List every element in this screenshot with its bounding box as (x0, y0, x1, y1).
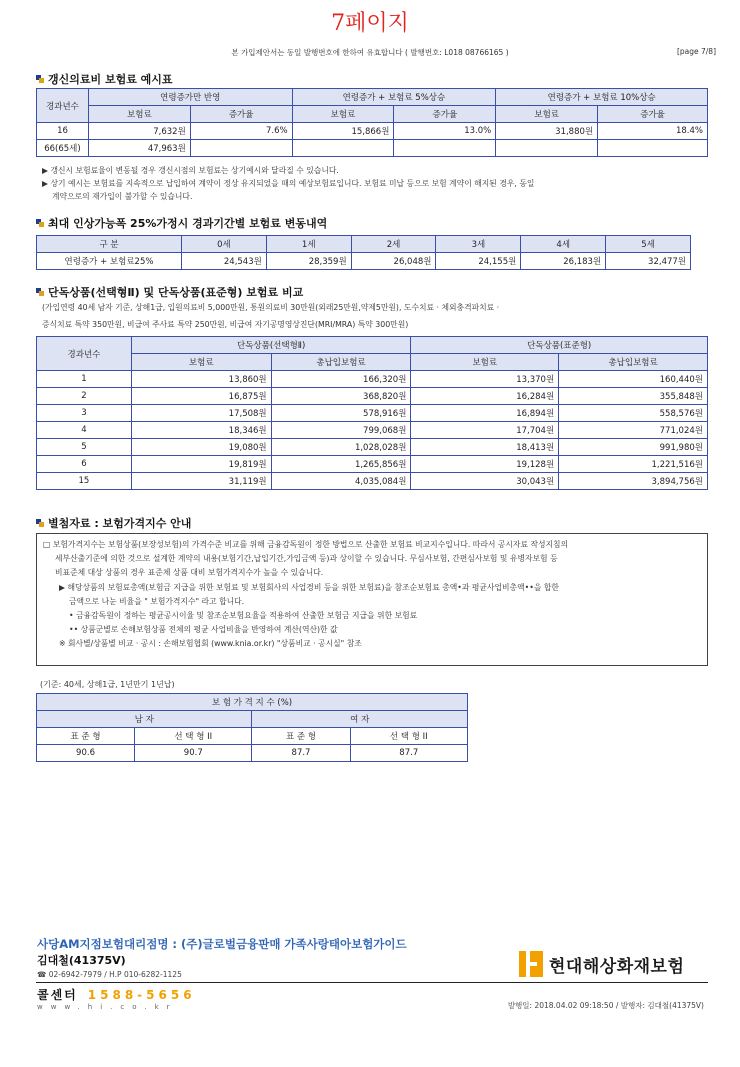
page-number: [page 7/8] (676, 47, 716, 56)
section-title-price-index: 별첨자료 : 보험가격지수 안내 (36, 515, 191, 531)
index-basis: (기준: 40세, 상해1급, 1년만기 1년납) (40, 680, 175, 689)
table-row: 66(65세) 47,963원 (37, 140, 708, 157)
renewal-premium-table (36, 88, 708, 157)
col-header-years: 경과년수 (37, 89, 89, 123)
col-header-years: 경과년수 (37, 337, 132, 371)
issue-info: 발행일: 2018.04.02 09:18:50 / 발행자: 김대철(41375V) (507, 1001, 704, 1010)
group-header: 연령증가 + 보험료 10%상승 (496, 89, 708, 106)
product-comparison-table: 경과년수 단독상품(선택형Ⅱ) 단독상품(표준형) 보험료 총납입보험료 보험료 총납입보험료 1 13,860원 166,320원 13,370원 160,440원 2 16,875원 368,820원 16,284원 355,848원 3 17,508원 578,916원 16,894원 558,576원 4 18,346원 799,068원 17,704원 771,024원 5 19,080원 1,028,028원 18,413원 991,980원 6 19,819원 1,265,856원 19,128원 1,221,516원 15 31,119원 4,035,084원 30,043원 3,894,756원 (36, 336, 708, 490)
footer-divider (36, 982, 708, 983)
page-title: 7페이지 (331, 11, 409, 36)
table-row: 15 31,119원 4,035,084원 30,043원 3,894,756원 (37, 473, 708, 490)
price-index-table: 보 험 가 격 지 수 (%) 남 자 여 자 표 준 형 선 택 형 II 표 준 형 선 택 형 II 90.6 90.7 87.7 87.7 (36, 693, 468, 762)
group-header: 단독상품(선택형Ⅱ) (131, 337, 411, 354)
section-title-product-comparison: 단독상품(선택형Ⅱ) 및 단독상품(표준형) 보험료 비교 (36, 284, 303, 300)
sub-header: 증가율 (394, 106, 496, 123)
table-row: 연령증가 + 보험료25% 24,543원 28,359원 26,048원 24,155원 26,183원 32,477원 (37, 253, 691, 270)
col-header-category: 구 분 (37, 236, 182, 253)
table-row: 16 7,632원 7.6% 15,866원 13.0% 31,880원 18.4% (37, 123, 708, 140)
table-row: 5 19,080원 1,028,028원 18,413원 991,980원 (37, 439, 708, 456)
sub-header: 증가율 (598, 106, 708, 123)
sub-header: 보험료 (496, 106, 598, 123)
agent-phone: ☎ 02-6942-7979 / H.P 010-6282-1125 (37, 970, 182, 979)
table-row: 1 13,860원 166,320원 13,370원 160,440원 (37, 371, 708, 388)
table-row: 6 19,819원 1,265,856원 19,128원 1,221,516원 (37, 456, 708, 473)
section-bullet-icon (36, 219, 44, 227)
female-header: 여 자 (252, 711, 468, 728)
section-title-max-increase: 최대 인상가능폭 25%가정시 경과기간별 보험료 변동내역 (36, 215, 327, 231)
group-header: 연령증가만 반영 (88, 89, 292, 106)
table-row: 4 18,346원 799,068원 17,704원 771,024원 (37, 422, 708, 439)
table-row: 2 16,875원 368,820원 16,284원 355,848원 (37, 388, 708, 405)
agent-name: 김대철(41375V) (37, 954, 126, 967)
company-logo: 현대해상화재보험 (519, 951, 684, 977)
section-bullet-icon (36, 288, 44, 296)
group-header: 연령증가 + 보험료 5%상승 (292, 89, 496, 106)
call-center: 콜센터 1588-5656 (37, 988, 196, 1002)
section-bullet-icon (36, 75, 44, 83)
hyundai-h-icon (519, 951, 543, 977)
sub-header: 증가율 (190, 106, 292, 123)
max-increase-table: 구 분 0세 1세 2세 3세 4세 5세 연령증가 + 보험료25% 24,543원 28,359원 26,048원 24,155원 26,183원 32,477원 (36, 235, 691, 270)
agency-name: 사당AM지점보험대리점명 : (주)글로벌금융판매 가족사랑태아보험가이드 (37, 937, 407, 951)
group-header: 단독상품(표준형) (411, 337, 708, 354)
table-row: 3 17,508원 578,916원 16,894원 558,576원 (37, 405, 708, 422)
validity-notice: 본 가입제안서는 동일 발행번호에 한하여 유효합니다 ( 발행번호: L018 08766165 ) (231, 48, 509, 57)
section-title-renewal-premium: 갱신의료비 보험료 예시표 (36, 71, 173, 87)
male-header: 남 자 (37, 711, 252, 728)
price-index-info-box: □ 보험가격지수는 보험상품(보장성보험)의 가격수준 비교를 위해 금융감독원이 정한 방법으로 산출한 보험료 비교지수입니다. 따라서 공시자료 작성지침의 세부산출기준에 의한 것으로 설계한 계약의 내용(보험기간,납입기간,가입금액 등)과 상이할 수 있습니다. 무심사보험, 간편심사보험 및 유병자보험 등 비표준체 대상 상품의 경우 표준체 상품 대비 보험가격지수가 높을 수 있습니다. ▶ 해당상품의 보험료총액(보험금 지급을 위한 보험료 및 보험회사의 사업경비 등을 위한 보험료)을 참조순보험료 총액•과 평균사업비총액••을 합한 금액으로 나눈 비율을 " 보험가격지수" 라고 합니다. • 금융감독원이 정하는 평균공시이율 및 참조순보험요율을 적용하여 산출한 보험금 지급을 위한 보험료 •• 상품군별로 손해보험상품 전체의 평균 사업비율을 반영하여 계산(역산)한 값 ※ 회사별/상품별 비교 · 공시 : 손해보험협회 (www.knia.or.kr) "상품비교 · 공시실" 참조 (36, 533, 708, 666)
sub-header: 보험료 (88, 106, 190, 123)
table-row: 90.6 90.7 87.7 87.7 (37, 745, 468, 762)
index-title: 보 험 가 격 지 수 (%) (37, 694, 468, 711)
section-bullet-icon (36, 519, 44, 527)
website: www.hi.co.kr (37, 1003, 178, 1011)
sub-header: 보험료 (292, 106, 394, 123)
renewal-notes: ▶ 갱신시 보험료율이 변동될 경우 갱신시점의 보험료는 상기예시와 달라질 수 있습니다. ▶ 상기 예시는 보험료를 지속적으로 납입하여 계약이 정상 유지되었을 때의 예상보험료입니다. 보험료 미납 등으로 보험 계약이 해지된 경우, 동일 계약으로의 재가입이 불가할 수 있습니다. (42, 166, 535, 201)
comparison-conditions: (가입연령 40세 남자 기준, 상해1급, 입원의료비 5,000만원, 통원의료비 30만원(외래25만원,약제5만원), 도수치료 · 체외충격파치료 · 증식치료 특약 350만원, 비급여 주사료 특약 250만원, 비급여 자기공명영상진단(MRI/MRA) 특약 300만원) (42, 303, 500, 329)
